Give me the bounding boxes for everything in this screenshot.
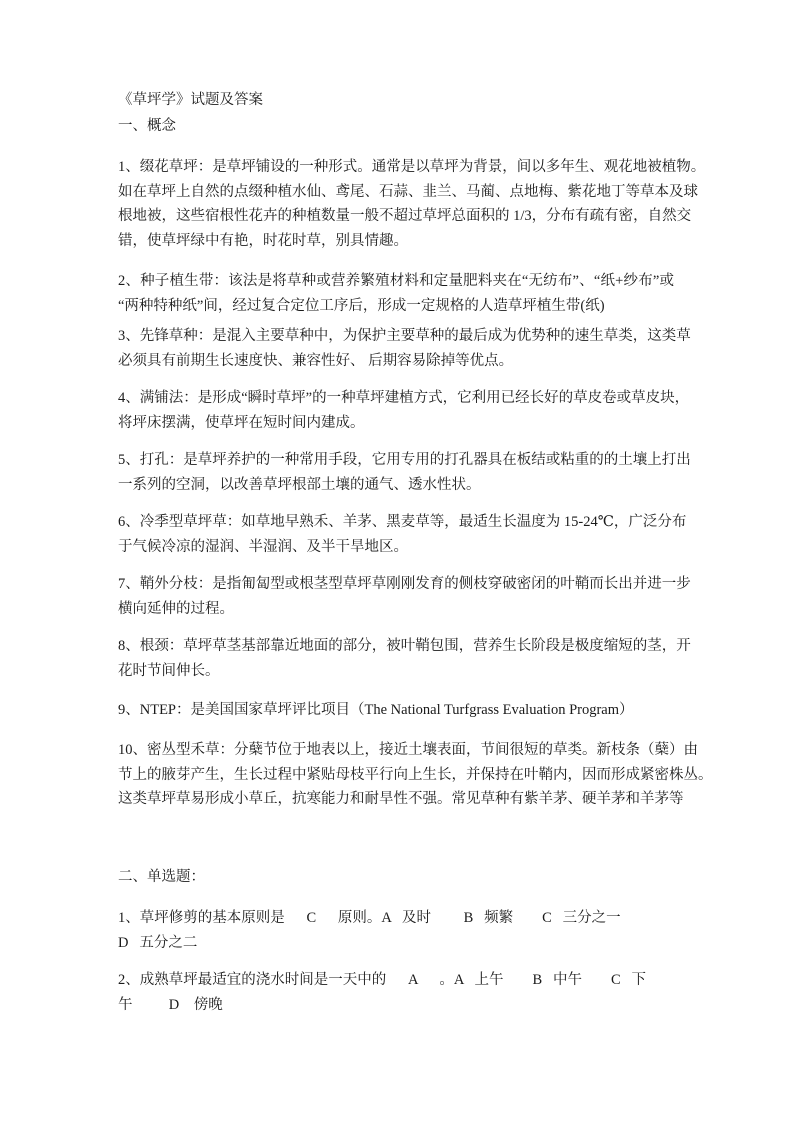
concept-item-5 [118,448,691,497]
text-line: 1、草坪修剪的基本原则是 C 原则。A 及时 B 频繁 C 三分之一 [118,910,621,926]
text-line: 这类草坪草易形成小草丘，抗寒能力和耐旱性不强。常见草种有紫羊茅、硬羊茅和羊茅等 [118,791,684,808]
section-heading-text: 一、概念 [118,118,176,134]
title-text: 《草坪学》试题及答案 [118,92,263,108]
concept-item-6 [118,510,687,559]
text-line: 于气候冷凉的湿润、半湿润、及半干旱地区。 [118,538,408,555]
text-line: 根地被，这些宿根性花卉的种植数量一般不超过草坪总面积的 1/3，分布有疏有密，自然交 [118,208,692,225]
text-line: 午 D 傍晚 [118,996,223,1013]
section-heading-single-choice [118,865,674,890]
text-line: 如在草坪上自然的点缀种植水仙、鸢尾、石蒜、韭兰、马蔺、点地梅、紫花地丁等草本及球 [118,183,698,200]
section-heading-concepts [118,114,674,139]
question-item-2 [118,968,674,1017]
text-line: 7、鞘外分枝：是指匍匐型或根茎型草坪草刚刚发育的侧枝穿破密闭的叶鞘而长出并进一步 [118,576,691,592]
concept-item-8 [118,634,691,683]
text-line: 必须具有前期生长速度快、兼容性好、 后期容易除掉等优点。 [118,352,514,369]
text-line: 2、种子植生带：该法是将草种或营养繁殖材料和定量肥料夹在“无纺布”、“纸+纱布”或 [118,273,674,289]
section-heading-text: 二、单选题： [118,869,205,885]
text-line: 1、缀花草坪：是草坪铺设的一种形式。通常是以草坪为背景，间以多年生、观花地被植物。 [118,159,706,175]
concept-item-3 [118,324,691,373]
text-line: 4、满铺法：是形成“瞬时草坪”的一种草坪建植方式，它利用已经长好的草皮卷或草皮块， [118,390,690,406]
text-line: 6、冷季型草坪草：如草地早熟禾、羊茅、黑麦草等，最适生长温度为 15-24℃，广泛分布 [118,514,687,530]
concept-item-1 [118,155,706,253]
concept-item-10 [118,738,713,812]
text-line: 节上的腋芽产生，生长过程中紧贴母枝平行向上生长，并保持在叶鞘内，因而形成紧密株丛。 [118,766,713,783]
text-line: 错，使草坪绿中有艳，时花时草，别具情趣。 [118,232,408,249]
text-line: 花时节间伸长。 [118,662,220,679]
document-title [118,88,674,113]
text-line: “两种特种纸”间，经过复合定位工序后，形成一定规格的人造草坪植生带(纸) [118,297,605,314]
concept-item-2 [118,269,674,318]
text-line: 一系列的空洞，以改善草坪根部土壤的通气、透水性状。 [118,476,481,493]
question-item-1 [118,906,674,955]
text-line: 10、密丛型禾草：分蘖节位于地表以上，接近土壤表面，节间很短的草类。新枝条（蘖）由 [118,742,698,758]
text-line: 5、打孔：是草坪养护的一种常用手段，它用专用的打孔器具在板结或粘重的的土壤上打出 [118,452,691,468]
text-line: 8、根颈：草坪草茎基部靠近地面的部分，被叶鞘包围，营养生长阶段是极度缩短的茎，开 [118,638,691,654]
text-line: 横向延伸的过程。 [118,600,234,617]
concept-item-7 [118,572,691,621]
text-line: 9、NTEP：是美国国家草坪评比项目（The National Turfgrass Evaluation Program） [118,702,634,718]
text-line: 将坪床摆满，使草坪在短时间内建成。 [118,414,365,431]
concept-item-9 [118,698,674,723]
text-line: 2、成熟草坪最适宜的浇水时间是一天中的 A 。A 上午 B 中午 C 下 [118,972,647,988]
text-line: 3、先锋草种：是混入主要草种中，为保护主要草种的最后成为优势种的速生草类，这类草 [118,328,691,344]
text-line: D 五分之二 [118,934,198,951]
concept-item-4 [118,386,690,435]
